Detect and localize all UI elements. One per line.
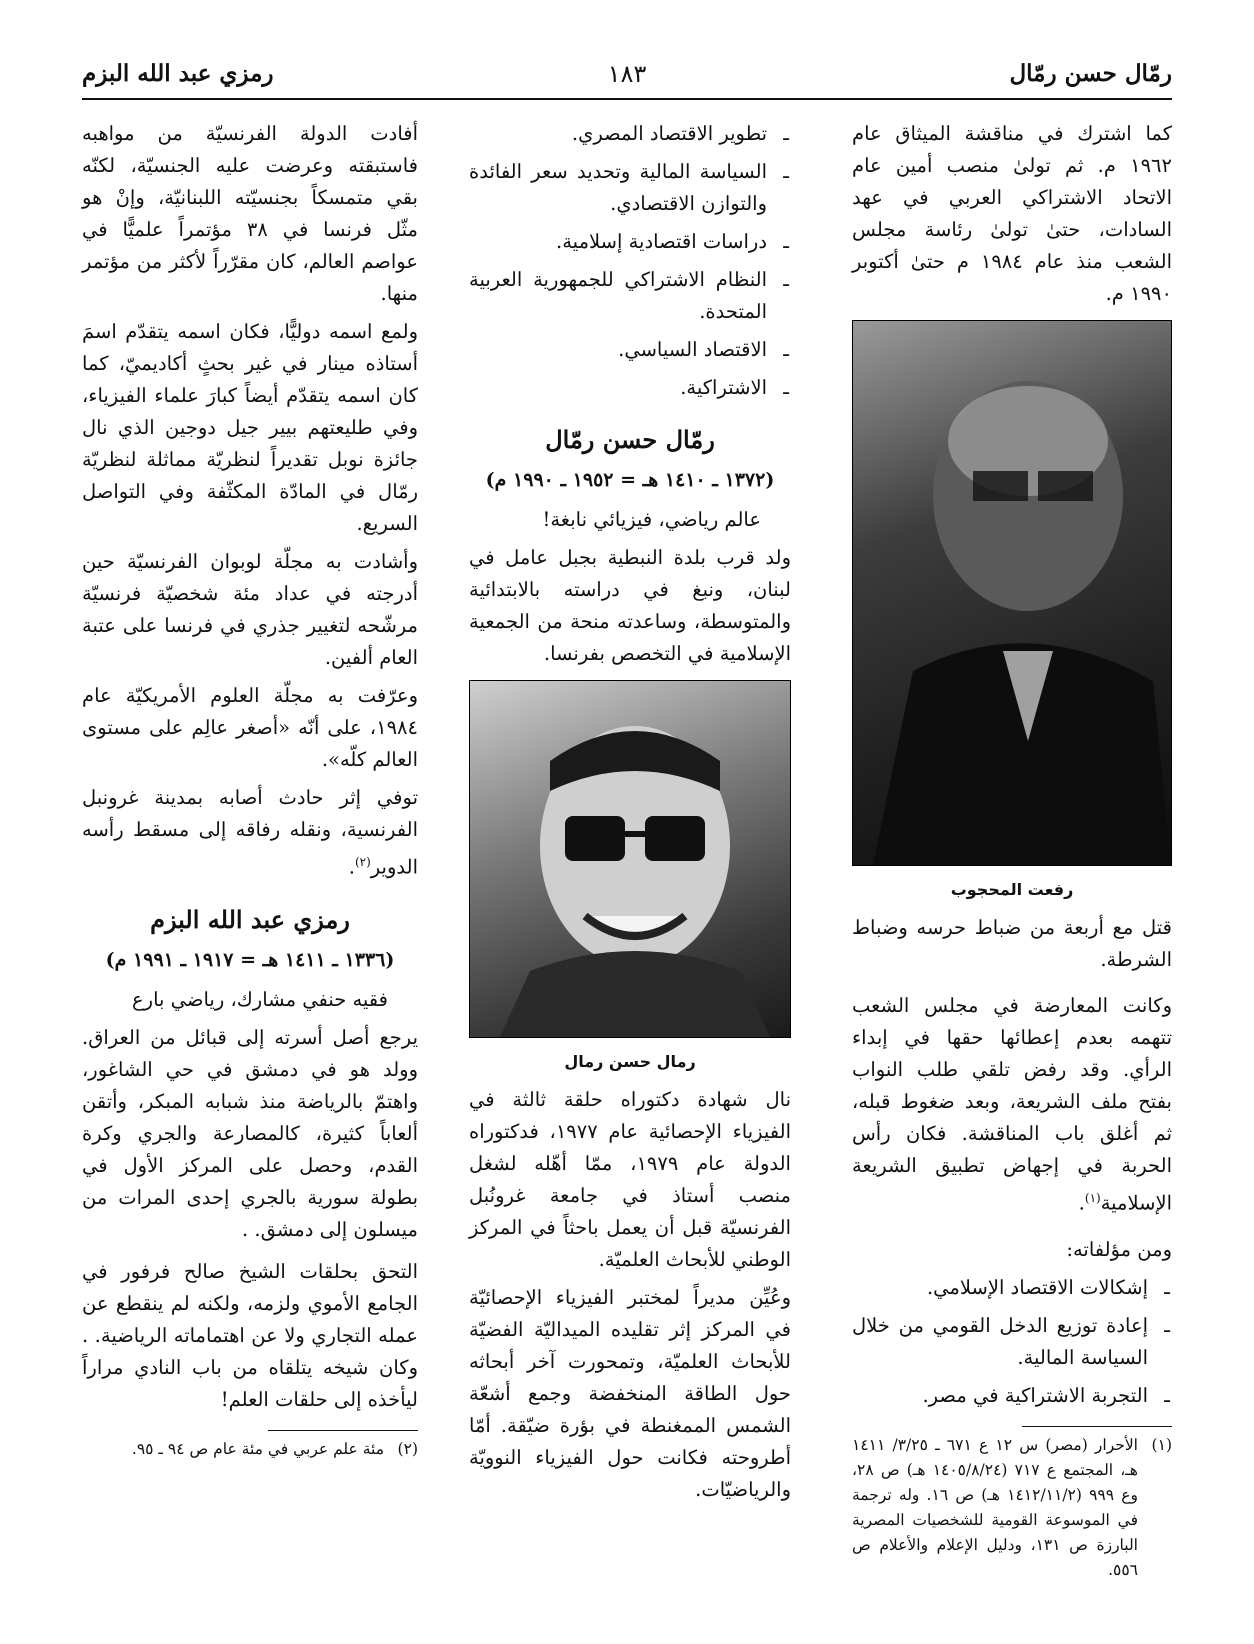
paragraph-text: توفي إثر حادث أصابه بمدينة غرونبل الفرنسية، ونقله رفاقه إلى مسقط رأسه الدوير xyxy=(82,786,418,879)
entry-dates: (١٣٣٦ ـ ١٤١١ هـ = ١٩١٧ ـ ١٩٩١ م) xyxy=(105,948,395,971)
footnote-number: (١) xyxy=(1151,1435,1172,1454)
list-item: ـ الاشتراكية. xyxy=(469,372,791,404)
page-header xyxy=(82,52,1172,100)
portrait-silhouette xyxy=(853,321,1171,865)
paragraph: نال شهادة دكتوراه حلقة ثالثة في الفيزياء الإحصائية عام ١٩٧٧، فدكتوراه الدولة عام ١٩٧٩، ممّا أهّله لشغل منصب أستاذ في جامعة غرونُبل الفرنسيّة قبل أن يعمل باحثاً في المركز الوطني للأبحاث العلميّة. xyxy=(469,1088,791,1271)
entry-dates: (١٣٧٢ ـ ١٤١٠ هـ = ١٩٥٢ ـ ١٩٩٠ م) xyxy=(485,469,775,491)
entry-subtitle: عالم رياضي، فيزيائي نابغة! xyxy=(542,508,761,531)
footnote-number: (٢) xyxy=(397,1439,418,1458)
portrait-photo-rammal xyxy=(469,680,791,1038)
footnote-ref: (٢) xyxy=(354,855,371,869)
photo-caption: رفعت المحجوب xyxy=(950,880,1074,899)
list-item: ـ إعادة توزيع الدخل القومي من خلال السياسة المالية. xyxy=(852,1310,1172,1374)
list-item: ـ التجربة الاشتراكية في مصر. xyxy=(852,1380,1172,1412)
paragraph: ولد قرب بلدة النبطية بجبل عامل في لبنان، ونبغ في دراسته بالابتدائية والمتوسطة، وساعدته منحة من الجمعية الإسلامية في التخصص بفرنسا. xyxy=(469,546,791,665)
paragraph xyxy=(82,782,418,884)
list-item: ـ الاقتصاد السياسي. xyxy=(469,334,791,366)
list-item: ـ تطوير الاقتصاد المصري. xyxy=(469,118,791,150)
paragraph: كما اشترك في مناقشة الميثاق عام ١٩٦٢ م. ثم تولىٰ منصب أمين عام الاتحاد الاشتراكي العربي في عهد السادات، حتىٰ تولىٰ رئاسة مجلس الشعب منذ عام ١٩٨٤ م حتىٰ أكتوبر ١٩٩٠ م. xyxy=(852,122,1172,305)
entry-subtitle: فقيه حنفي مشارك، رياضي بارع xyxy=(132,987,388,1011)
list-item: ـ السياسة المالية وتحديد سعر الفائدة والتوازن الاقتصادي. xyxy=(469,156,791,220)
running-title-left: رمزي عبد الله البزم xyxy=(82,60,274,87)
works-list xyxy=(852,1272,1172,1412)
entry-title: رمّال حسن رمّال xyxy=(545,425,715,454)
paragraph: وكانت المعارضة في مجلس الشعب تتهمه بعدم إعطائها حقها في إبداء الرأي. وقد رفض تلقي طلب النواب بفتح ملف الشريعة، وبعد ضغوط قبله، ثم أغلق باب المناقشة. فكان رأس الحربة في إجهاض تطبيق الشريعة الإسلامية$^{(١)}$. xyxy=(852,994,1172,1215)
list-item: ـ إشكالات الاقتصاد الإسلامي. xyxy=(852,1272,1172,1304)
portrait-photo-rifaat xyxy=(852,320,1172,866)
paragraph: ولمع اسمه دوليًّا، فكان اسمه يتقدّم اسمَ أستاذه مينار في غير بحثٍ أكاديميّ، كما كان اسمه يتقدّم أيضاً كبارَ علماء الفيزياء، وفي طليعتهم بيير جيل دوجين الذي نال جائزة نوبل تقديراً لنظريّة مماثلة لنظريّة رمّال في المادّة المكثّفة وفي التواصل السريع. xyxy=(82,320,418,535)
footnote-divider xyxy=(1022,1426,1172,1427)
paragraph: يرجع أصل أسرته إلى قبائل من العراق. وولد هو في دمشق في حي الشاغور، واهتمّ بالرياضة منذ شبابه المبكر، وأتقن ألعاباً كثيرة، كالمصارعة والجري وكرة القدم، وحصل على المركز الأول في بطولة سورية بالجري إحدى المرات من ميسلون إلى دمشق. . xyxy=(82,1025,418,1241)
entry-title: رمزي عبد الله البزم xyxy=(150,904,350,934)
list-item: ـ دراسات اقتصادية إسلامية. xyxy=(469,226,791,258)
paragraph: قتل مع أربعة من ضباط حرسه وضباط الشرطة. xyxy=(852,916,1172,971)
column-middle xyxy=(469,118,791,1512)
footnote-ref: (١) xyxy=(1084,1191,1101,1205)
page-number: ١٨٣ xyxy=(607,60,647,88)
footnote-text: الأحرار (مصر) س ١٢ ع ٦٧١ ـ ٣/٢٥/ ١٤١١ هـ، المجتمع ع ٧١٧ (١٤٠٥/٨/٢٤ هـ) ص ٢٨، وع ٩٩٩ (١٤١٢/١١/٢ هـ) ص ١٦. وله ترجمة في الموسوعة القومية للشخصيات المصرية البارزة ص ١٣١، ودليل الإعلام والأعلام ص ٥٥٦. xyxy=(852,1435,1138,1579)
column-right xyxy=(852,118,1172,1583)
portrait-silhouette xyxy=(470,681,790,1037)
list-item: ـ النظام الاشتراكي للجمهورية العربية المتحدة. xyxy=(469,264,791,328)
footnote xyxy=(82,1437,418,1462)
works-list xyxy=(469,118,791,404)
period: . xyxy=(348,855,355,879)
footnote xyxy=(852,1433,1172,1583)
paragraph: وعُيِّن مديراً لمختبر الفيزياء الإحصائيّة في المركز إثر تقليده الميداليّة الفضيّة للأبحاث العلميّة، وتمحورت آخر أبحاثه حول الطاقة المنخفضة وجمع أشعّة الشمس الممغنطة في بؤرة ضيّقة. أمّا أطروحته فكانت حول الفيزياء النوويّة والرياضيّات. xyxy=(469,1286,791,1501)
footnote-divider xyxy=(268,1430,418,1431)
photo-caption: رمال حسن رمال xyxy=(564,1052,696,1071)
column-left xyxy=(82,118,418,1462)
paragraph: أفادت الدولة الفرنسيّة من مواهبه فاستبقته وعرضت عليه الجنسيّة، لكنّه بقي متمسكاً بجنسيّته اللبنانيّة، وإنْ هو مثّل فرنسا في ٣٨ مؤتمراً علميًّا في عواصم العالم، كان مقرّراً لأكثر من مؤتمر منها. xyxy=(82,122,418,305)
paragraph: التحق بحلقات الشيخ صالح فرفور في الجامع الأموي ولزمه، ولكنه لم ينقطع عن عمله التجاري ولا عن اهتماماته الرياضية. . وكان شيخه يتلقاه من باب النادي مراراً ليأخذه إلى حلقات العلم! xyxy=(82,1259,418,1411)
works-intro: ومن مؤلفاته: xyxy=(1066,1237,1172,1261)
running-title-right: رمّال حسن رمّال xyxy=(1009,60,1172,87)
footnote-text: مئة علم عربي في مئة عام ص ٩٤ ـ ٩٥. xyxy=(131,1439,384,1458)
paragraph-text: وكانت المعارضة في مجلس الشعب تتهمه بعدم إعطائها حقها في إبداء الرأي. وقد رفض تلقي طلب النواب بفتح ملف الشريعة، وبعد ضغوط قبله، ثم أغلق باب المناقشة. فكان رأس الحربة في إجهاض تطبيق الشريعة الإسلامية xyxy=(852,994,1172,1215)
paragraph: وأشادت به مجلّة لوبوان الفرنسيّة حين أدرجته في عداد مئة شخصيّة فرنسيّة مرشّحه لتغيير جذري في فرنسا على عتبة العام ألفين. xyxy=(82,550,418,669)
paragraph: وعرّفت به مجلّة العلوم الأمريكيّة عام ١٩٨٤، على أنّه «أصغر عالِم على مستوى العالم كلّه». xyxy=(82,684,418,771)
